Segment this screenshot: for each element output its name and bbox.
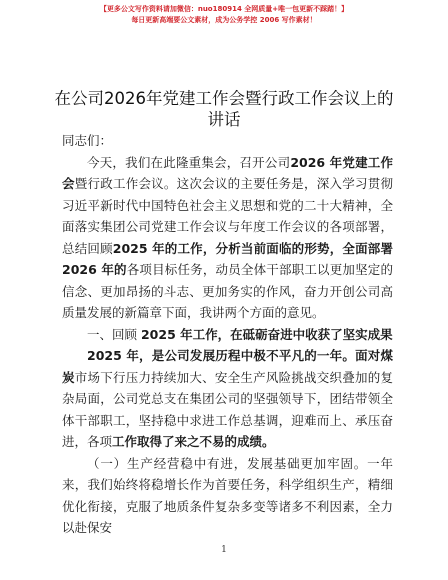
review-bold-1: 2025 年，是公司发展历程中极不平凡的一年。面对煤炭 <box>62 348 393 385</box>
section-heading-1-bold: 2025 年工作，在砥砺奋进中收获了坚实成果 <box>140 326 393 342</box>
salutation: 同志们： <box>62 133 113 148</box>
document-title: 在公司2026年党建工作会暨行政工作会议上的讲话 <box>54 89 394 129</box>
page-number: 1 <box>221 545 227 555</box>
promo-banner-line-1: 【更多公文写作资料请加微信：nuo180914 全网质量+唯一包更新不踩踏！】 <box>99 5 349 13</box>
paragraph-intro <box>62 152 393 324</box>
section-heading-1-prefix: 一、回顾 <box>87 326 141 342</box>
paragraph-review <box>62 345 393 453</box>
intro-text-1: 今天，我们在此隆重集会，召开公司 <box>87 154 291 170</box>
promo-banner <box>0 4 448 26</box>
paragraph-production <box>62 453 393 539</box>
subsection-heading-1: （一）生产经营稳中有进，发展基础更加牢固。 <box>87 455 368 471</box>
review-bold-2: 工作取得了来之不易的成绩。 <box>112 434 275 449</box>
section-heading-1 <box>62 324 393 346</box>
intro-text-2: 暨行政工作会议。这次会议的主要任务是，深入学习贯彻习近平新时代中国特色社会主义思想和党的二十大精神，全面落实集团公司党建工作会议与年度工作会议的各项部署，总结回顾 <box>62 176 393 256</box>
document-body <box>62 130 393 539</box>
promo-banner-line-2: 每日更新高端要公文素材，成为公务学控 2006 写作素材！ <box>131 16 317 24</box>
intro-bold-2: 2025 年的工作，分析当前面临的形势，全面部署 2026 年的 <box>62 240 393 277</box>
production-text: 一年来，我们始终将稳增长作为首要任务，科学组织生产，精细优化衔接，克服了地质条件复杂多变等诸多不利因素，全力以赴保安 <box>62 455 393 535</box>
review-text: 市场下行压力持续加大、安全生产风险挑战交织叠加的复杂局面，公司党总支在集团公司的坚强领导下，团结带领全体干部职工，坚持稳中求进工作总基调，迎难而上、承压奋进，各项 <box>62 369 393 449</box>
intro-text-3: 各项目标任务，动员全体干部职工以更加坚定的信念、更加昂扬的斗志、更加务实的作风，奋力开创公司高质量发展的新篇章下面，我讲两个方面的意见。 <box>62 262 393 320</box>
intro-bold-1: 2026 年党建工作会 <box>62 154 393 191</box>
